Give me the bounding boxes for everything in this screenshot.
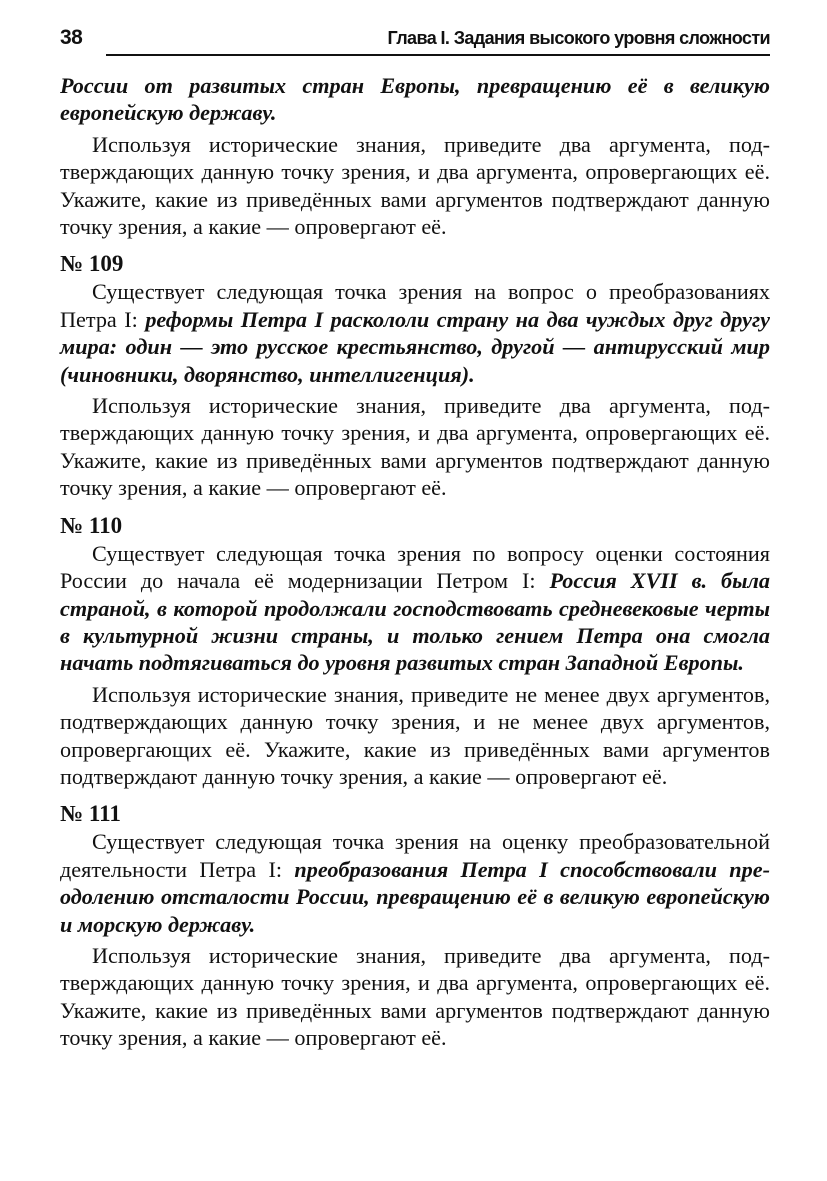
viewpoint-paragraph [60, 540, 770, 677]
viewpoint-text: Россия XVII в. была страной, в которой продолжали господствовать средневековые черты в культурной жизни страны, и только гением Петра она смогла начать подтягиваться до уровня развитых стран Западной Европы. [60, 568, 770, 676]
instruction-paragraph: Используя исторические знания, приведите не менее двух аргументов, подтверждающих данную точку зрения, и не менее двух аргументов, опровергающих её. Укажите, какие из приведённых вами аргументов подтверждают данную точку зрения, а какие — опровергают её. [60, 681, 770, 789]
viewpoint-paragraph [60, 278, 770, 388]
lead-text: Существует следующая точка зрения по вопросу оценки состояния России до начала её модернизации Петром I: [60, 540, 770, 594]
intro-continuation [60, 72, 770, 127]
viewpoint-text: реформы Петра I раскололи страну на два чуждых друг другу мира: один — это русское крестьянство, другой — антирусский мир (чиновники, дворянство, интеллигенция). [60, 306, 770, 387]
page-header [60, 22, 770, 56]
task-number-109: № 109 [60, 251, 124, 277]
viewpoint-text: России от развитых стран Европы, превращению её в великую европейскую державу. [60, 73, 770, 126]
viewpoint-text: преобразования Петра I способствовали преодолению отсталости России, превращению её в великую европейскую и морскую державу. [60, 856, 770, 937]
instruction-paragraph: Используя исторические знания, приведите два аргумента, подтверждающих данную точку зрения, и два аргумента, опровергающих её. Укажите, какие из приведённых вами аргументов подтверждают данную точку зрения, а какие — опровергают её. [60, 393, 770, 501]
page-number: 38 [60, 26, 83, 49]
lead-text: Существует следующая точка зрения на вопрос о преобразованиях Петра I: [60, 279, 770, 332]
instruction-paragraph: Используя исторические знания, приведите два аргумента, подтверждающих данную точку зрения, и два аргумента, опровергающих её. Укажите, какие из приведённых вами аргументов подтверждают данную точку зрения, а какие — опровергают её. [60, 942, 770, 1051]
page-content [60, 72, 770, 1052]
header-rule [106, 54, 770, 56]
instruction-paragraph: Используя исторические знания, приведите два аргумента, подтверждающих данную точку зрения, и два аргумента, опровергающих её. Укажите, какие из приведённых вами аргументов подтверждают данную точку зрения, а какие — опровергают её. [60, 131, 770, 240]
running-head: Глава I. Задания высокого уровня сложности [387, 28, 770, 48]
task-number-111: № 111 [60, 801, 121, 827]
lead-text: Существует следующая точка зрения на оценку преобразовательной деятельности Петра I: [60, 829, 770, 882]
viewpoint-paragraph [60, 828, 770, 938]
task-number-110: № 110 [60, 512, 123, 538]
